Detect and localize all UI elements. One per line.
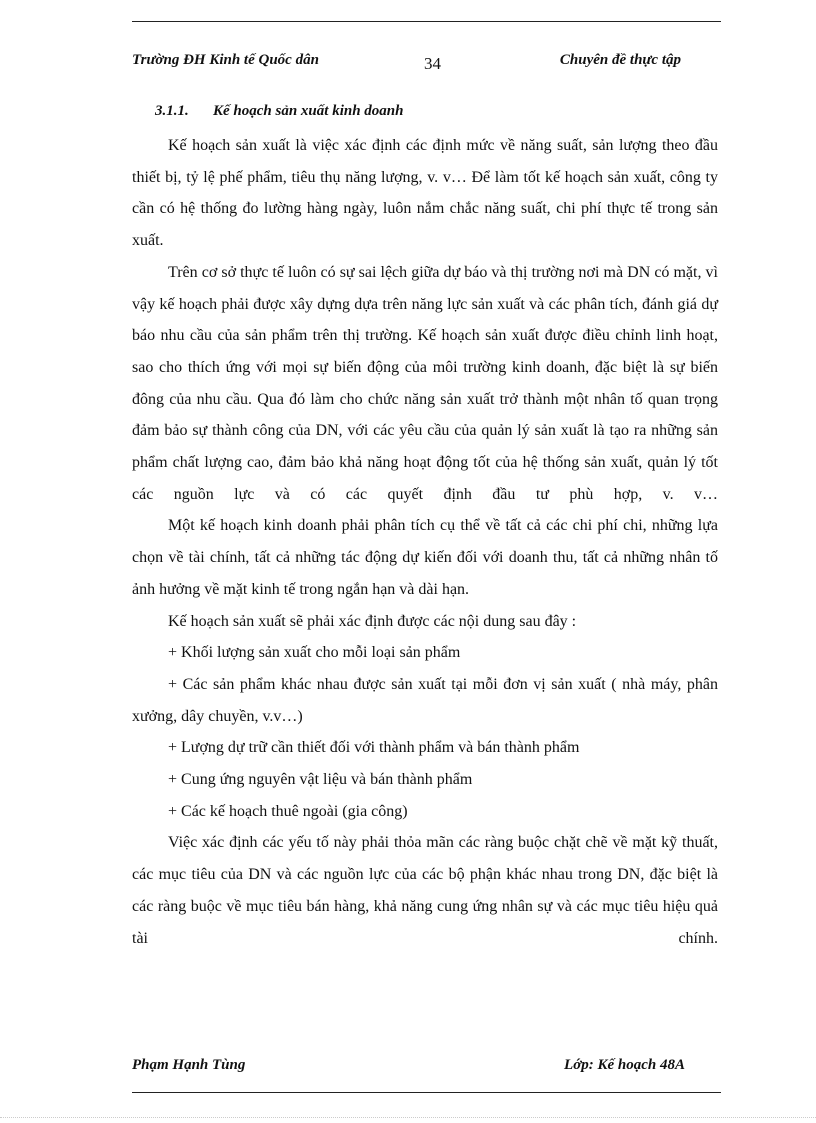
page-number: 34: [424, 54, 441, 73]
footer-author: Phạm Hạnh Tùng: [132, 1057, 246, 1073]
footer-class: Lớp: Kế hoạch 48A: [564, 1057, 685, 1073]
list-item-1: + Khối lượng sản xuất cho mỗi loại sản phẩm: [168, 644, 461, 662]
header-school: Trường ĐH Kinh tế Quốc dân: [132, 52, 319, 68]
header-doc-type: Chuyên đề thực tập: [559, 52, 681, 68]
paragraph-5: Việc xác định các yếu tố này phải thỏa mãn các ràng buộc chặt chẽ về mặt kỹ thuất, các mục tiêu của DN và các nguồn lực của các bộ phận khác nhau trong DN, đặc biệt là các ràng buộc về mục tiêu bán hàng, khả năng cung ứng nhân sự và các mục tiêu hiệu quả tài chính.: [132, 834, 718, 947]
list-item-4: + Cung ứng nguyên vật liệu và bán thành phẩm: [168, 771, 473, 789]
list-item-3: + Lượng dự trữ cần thiết đối với thành phẩm và bán thành phẩm: [168, 739, 580, 757]
footer-rule: [132, 1092, 721, 1093]
section-heading: [155, 103, 403, 120]
page-edge-divider: [0, 1117, 816, 1118]
paragraph-1: Kế hoạch sản xuất là việc xác định các định mức về năng suất, sản lượng theo đầu thiết bị, tỷ lệ phế phẩm, tiêu thụ năng lượng, v. v… Để làm tốt kế hoạch sản xuất, công ty cần có hệ thống đo lường hàng ngày, luôn nắm chắc năng suất, chi phí thực tế trong sản xuất.: [132, 137, 718, 250]
page-footer: [132, 1057, 721, 1079]
paragraph-4: Kế hoạch sản xuất sẽ phải xác định được các nội dung sau đây :: [168, 612, 577, 630]
header-rule: [132, 21, 721, 22]
page-header: [132, 52, 721, 76]
paragraph-3: Một kế hoạch kinh doanh phải phân tích cụ thể về tất cả các chi phí chi, những lựa chọn về tài chính, tất cả những tác động dự kiến đối với doanh thu, tất cả những nhân tố ảnh hưởng về mặt kinh tế trong ngắn hạn và dài hạn.: [132, 517, 718, 598]
list-item-5: + Các kế hoạch thuê ngoài (gia công): [168, 802, 408, 820]
section-number: 3.1.1.: [155, 103, 189, 119]
list-item-2: + Các sản phẩm khác nhau được sản xuất tại mỗi đơn vị sản xuất ( nhà máy, phân xưởng, dây chuyền, v.v…): [132, 675, 718, 725]
paragraph-2: Trên cơ sở thực tế luôn có sự sai lệch giữa dự báo và thị trường nơi mà DN có mặt, vì vậy kế hoạch phải được xây dựng dựa trên năng lực sản xuất và các phân tích, đánh giá dự báo nhu cầu của sản phẩm trên thị trường. Kế hoạch sản xuất được điều chỉnh linh hoạt, sao cho thích ứng với mọi sự biến động của môi trường kinh doanh, đặc biệt là sự biến đông của nhu cầu. Qua đó làm cho chức năng sản xuất trở thành một nhân tố quan trọng đảm bảo sự thành công của DN, với các yêu cầu của quản lý sản xuất là tạo ra những sản phẩm chất lượng cao, đảm bảo khả năng hoạt động tốt của hệ thống sản xuất, quản lý tốt các nguồn lực và có các quyết định đầu tư phù hợp, v. v…: [132, 263, 718, 503]
body-text: [132, 130, 718, 954]
section-title: Kế hoạch sản xuất kinh doanh: [213, 103, 404, 119]
